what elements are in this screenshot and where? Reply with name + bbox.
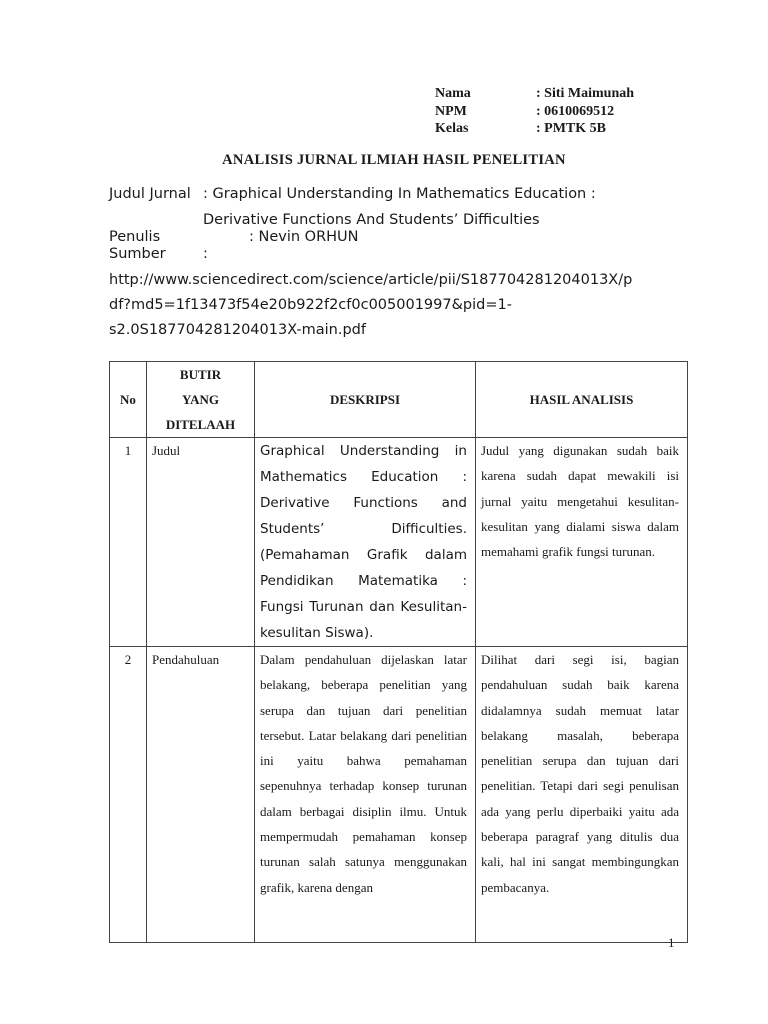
analysis-table	[109, 361, 688, 943]
header-deskripsi: DESKRIPSI	[255, 362, 476, 438]
header-hasil: HASIL ANALISIS	[476, 362, 688, 438]
npm-value: : 0610069512	[536, 103, 615, 119]
nama-label: Nama	[435, 86, 471, 101]
header-no: No	[110, 362, 147, 438]
table-header-row	[110, 362, 688, 438]
judul-line-2: Derivative Functions And Students’ Difficulties	[203, 212, 540, 228]
table-row	[110, 438, 688, 647]
judul-line-1: : Graphical Understanding In Mathematics Education :	[203, 186, 596, 202]
row-item: Judul	[147, 438, 255, 647]
penulis-label: Penulis	[109, 229, 161, 245]
url-line-2[interactable]: df?md5=1f13473f54e20b922f2cf0c005001997&pid=1-	[109, 297, 512, 313]
header-butir-line-3: DITELAAH	[165, 417, 236, 432]
sumber-colon: :	[203, 246, 208, 262]
row-deskripsi: Dalam pendahuluan dijelaskan latar belakang, beberapa penelitian yang serupa dan tujuan dari penelitian tersebut. Latar belakang dari penelitian ini yaitu bahwa pemahaman sepenuhnya terhadap konsep turunan dalam berbagai disiplin ilmu. Untuk mempermudah pemahaman konsep turunan salah satunya menggunakan grafik, karena dengan	[255, 647, 476, 943]
header-butir	[147, 362, 255, 438]
penulis-value: : Nevin ORHUN	[249, 229, 359, 245]
row-no: 2	[110, 647, 147, 943]
row-hasil: Judul yang digunakan sudah baik karena sudah dapat mewakili isi jurnal yaitu mengetahui kesulitan-kesulitan yang dialami siswa dalam memahami grafik fungsi turunan.	[476, 438, 688, 647]
url-line-1[interactable]: http://www.sciencedirect.com/science/article/pii/S187704281204013X/p	[109, 272, 633, 288]
row-hasil: Dilihat dari segi isi, bagian pendahuluan sudah baik karena didalamnya sudah memuat latar belakang masalah, beberapa penelitian serupa dan tujuan dari penelitian. Tetapi dari segi penulisan ada yang perlu diperbaiki yaitu ada beberapa paragraf yang ditulis dua kali, hal ini sangat membingungkan pembacanya.	[476, 647, 688, 943]
student-info	[435, 85, 634, 138]
judul-label: Judul Jurnal	[109, 186, 191, 202]
row-no: 1	[110, 438, 147, 647]
npm-label: NPM	[435, 103, 467, 119]
nama-row	[435, 85, 634, 103]
kelas-label: Kelas	[435, 121, 469, 136]
npm-row	[435, 103, 634, 121]
table-row	[110, 647, 688, 943]
kelas-value: : PMTK 5B	[536, 121, 606, 136]
row-deskripsi: Graphical Understanding in Mathematics Education : Derivative Functions and Students’ Difficulties. (Pemahaman Grafik dalam Pendidikan Matematika : Fungsi Turunan dan Kesulitan-kesulitan Siswa).	[255, 438, 476, 647]
header-butir-line-2: YANG	[181, 392, 220, 407]
document-title: ANALISIS JURNAL ILMIAH HASIL PENELITIAN	[222, 152, 566, 168]
kelas-row	[435, 120, 634, 138]
row-item: Pendahuluan	[147, 647, 255, 943]
page-number: 1	[668, 935, 675, 950]
nama-value: : Siti Maimunah	[536, 86, 635, 101]
header-butir-line-1: BUTIR	[179, 367, 222, 382]
sumber-label: Sumber	[109, 246, 166, 262]
url-line-3[interactable]: s2.0S187704281204013X-main.pdf	[109, 322, 366, 338]
